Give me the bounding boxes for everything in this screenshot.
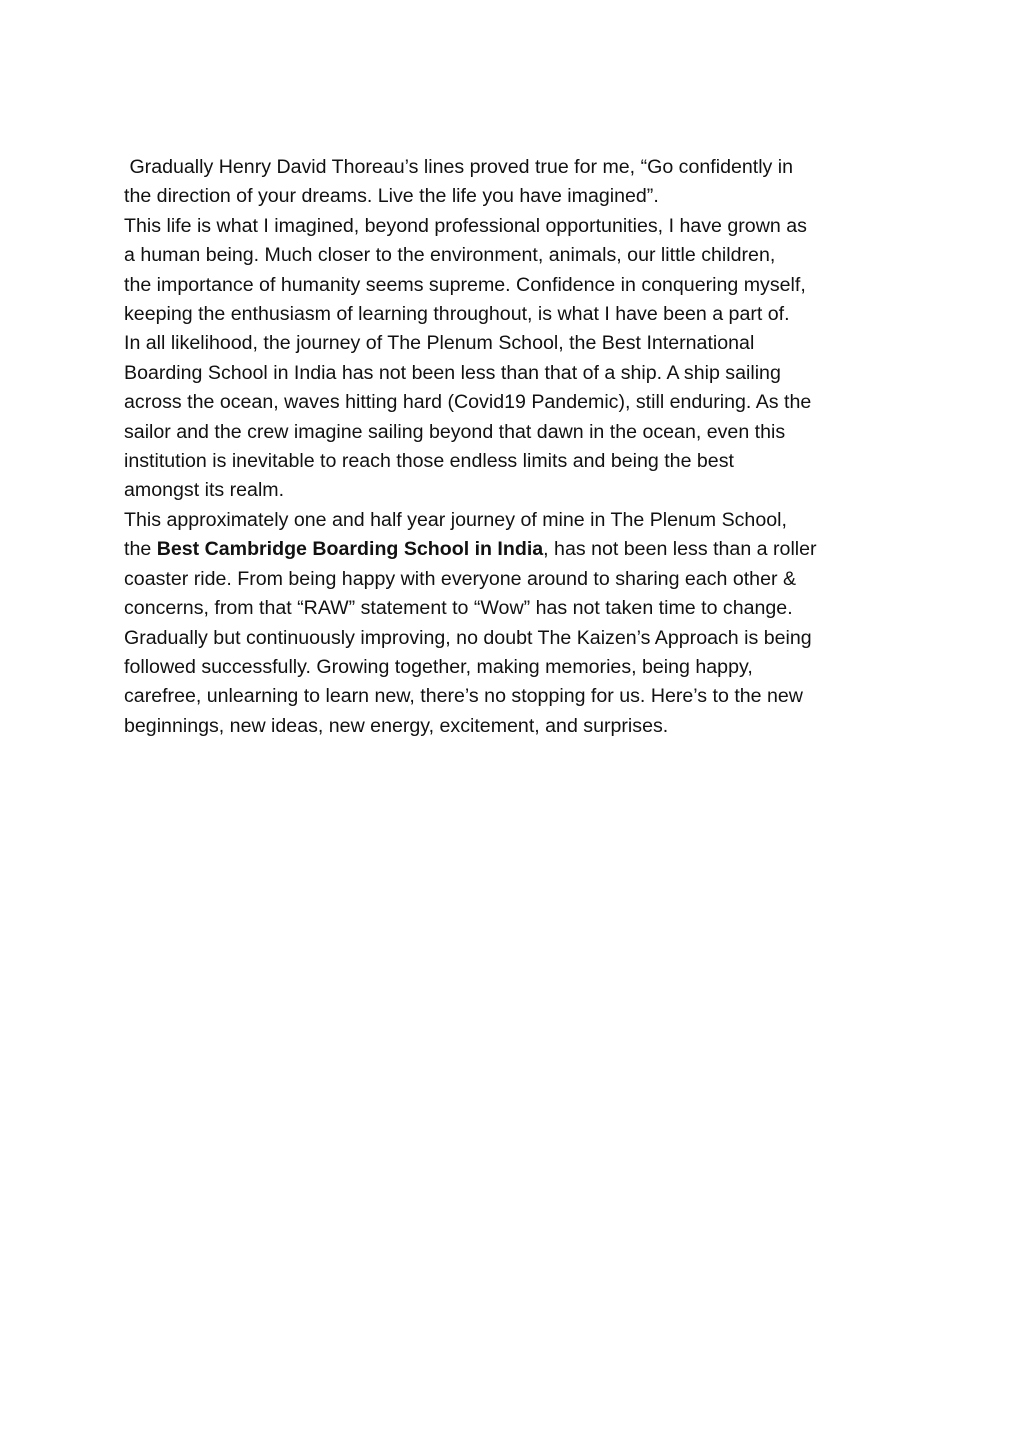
document-body bbox=[124, 153, 914, 741]
bold-phrase: Best Cambridge Boarding School in India bbox=[156, 538, 544, 561]
text-line: the importance of humanity seems supreme. Confidence in conquering myself, bbox=[124, 273, 806, 296]
text-line: keeping the enthusiasm of learning throughout, is what I have been a part of. bbox=[124, 303, 790, 326]
text-line: This life is what I imagined, beyond professional opportunities, I have grown as bbox=[124, 214, 807, 237]
paragraph-2 bbox=[124, 212, 914, 506]
text-line: the direction of your dreams. Live the life you have imagined”. bbox=[124, 185, 659, 208]
text-line: Gradually Henry David Thoreau’s lines proved true for me, “Go confidently in bbox=[124, 156, 794, 178]
text-line: coaster ride. From being happy with everyone around to sharing each other & bbox=[124, 567, 797, 590]
text-line: beginnings, new ideas, new energy, excitement, and surprises. bbox=[124, 714, 669, 737]
text-line: concerns, from that “RAW” statement to “Wow” has not taken time to change. bbox=[124, 597, 793, 620]
text-line: In all likelihood, the journey of The Plenum School, the Best International bbox=[124, 332, 755, 355]
text-run: , has not been less than a roller bbox=[543, 538, 817, 561]
text-line: amongst its realm. bbox=[124, 479, 285, 502]
paragraph-3 bbox=[124, 506, 914, 741]
text-line: institution is inevitable to reach those endless limits and being the best bbox=[124, 450, 734, 473]
text-line-with-bold bbox=[124, 535, 914, 564]
paragraph-1 bbox=[124, 153, 914, 212]
text-run: the bbox=[124, 538, 157, 561]
text-line: Boarding School in India has not been less than that of a ship. A ship sailing bbox=[124, 361, 781, 384]
text-line: a human being. Much closer to the environment, animals, our little children, bbox=[124, 244, 776, 267]
text-line: followed successfully. Growing together, making memories, being happy, bbox=[124, 655, 753, 678]
text-line: sailor and the crew imagine sailing beyond that dawn in the ocean, even this bbox=[124, 420, 786, 443]
text-line: across the ocean, waves hitting hard (Covid19 Pandemic), still enduring. As the bbox=[124, 391, 812, 414]
text-line: This approximately one and half year journey of mine in The Plenum School, bbox=[124, 508, 787, 531]
text-line: carefree, unlearning to learn new, there’s no stopping for us. Here’s to the new bbox=[124, 685, 803, 708]
text-line: Gradually but continuously improving, no doubt The Kaizen’s Approach is being bbox=[124, 626, 812, 649]
